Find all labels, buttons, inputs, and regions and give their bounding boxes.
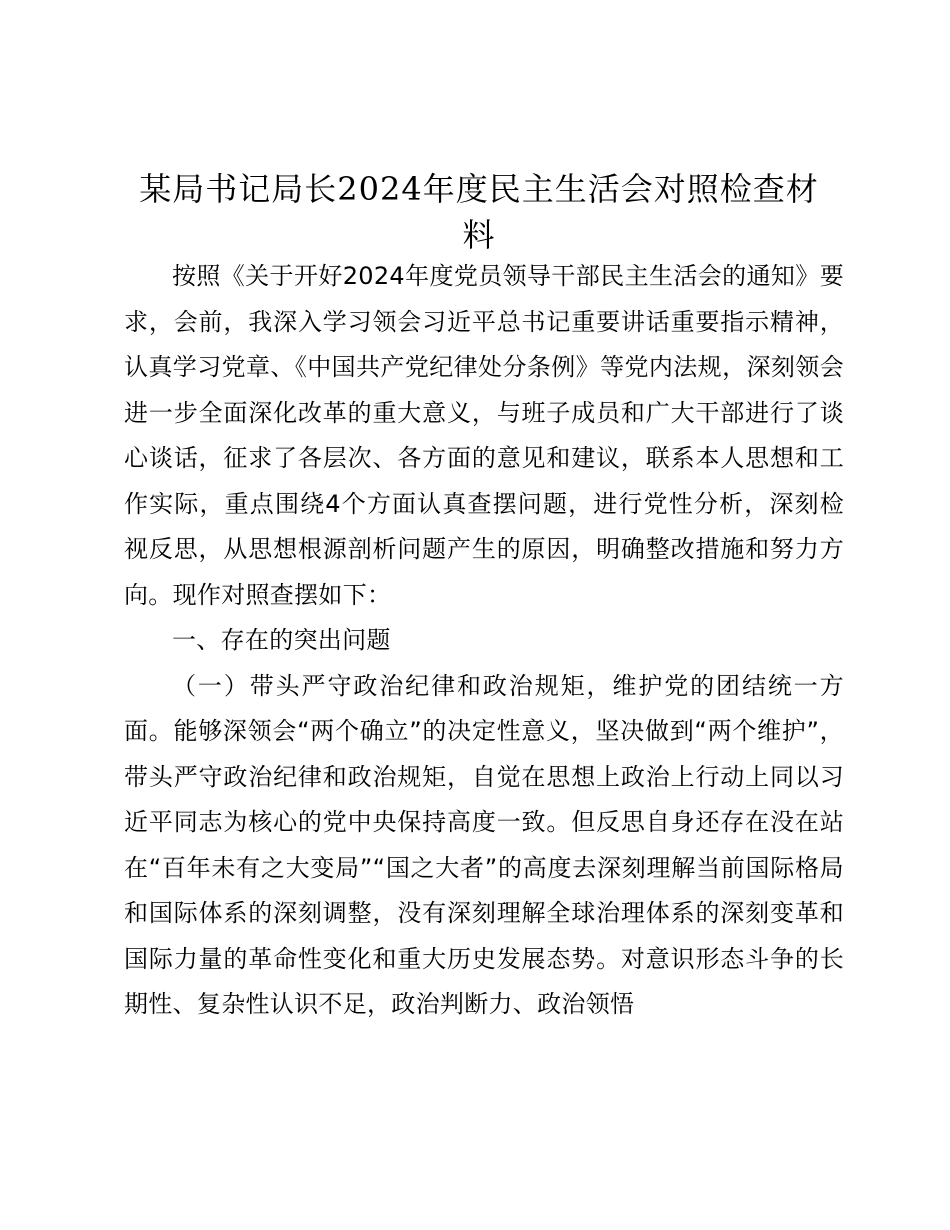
document-title: 某局书记局长2024年度民主生活会对照检查材料 [139,170,819,254]
intro-paragraph: 按照《关于开好2024年度党员领导干部民主生活会的通知》要求，会前，我深入学习领会习近平总书记重要讲话重要指示精神，认真学习党章、《中国共产党纪律处分条例》等党内法规，深刻领会进一步全面深化改革的重大意义，与班子成员和广大干部进行了谈心谈话，征求了各层次、各方面的意见和建议，联系本人思想和工作实际，重点围绕4个方面认真查摆问题，进行党性分析，深刻检视反思，从思想根源剖析问题产生的原因，明确整改措施和努力方向。现作对照查摆如下： [124,262,844,609]
section-paragraph: （一）带头严守政治纪律和政治规矩，维护党的团结统一方面。能够深领会“两个确立”的决定性意义，坚决做到“两个维护”，带头严守政治纪律和政治规矩，自觉在思想上政治上行动上同以习近平同志为核心的党中央保持高度一致。但反思自身还存在没在站在“百年未有之大变局”“国之大者”的高度去深刻理解当前国际格局和国际体系的深刻调整，没有深刻理解全球治理体系的深刻变革和国际力量的革命性变化和重大历史发展态势。对意识形态斗争的长期性、复杂性认识不足，政治判断力、政治领悟 [124,671,844,1018]
section-heading: 一、存在的突出问题 [172,626,391,654]
document-body [124,254,844,1028]
